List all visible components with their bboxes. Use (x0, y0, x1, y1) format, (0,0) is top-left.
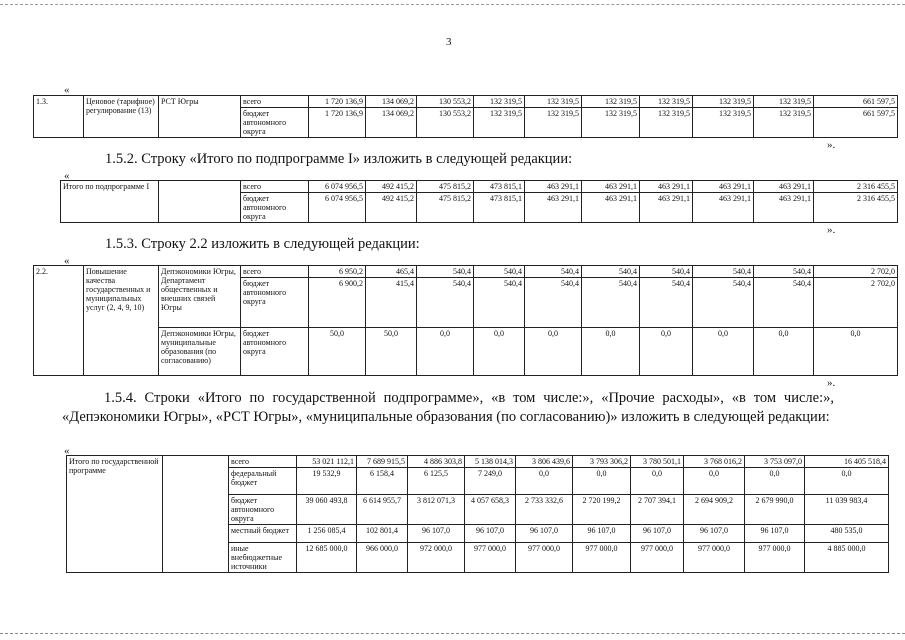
table-cell-value: 12 685 000,0 (297, 543, 357, 573)
table-cell-value: 132 319,5 (474, 108, 525, 138)
table-cell-value: 2 316 455,5 (814, 181, 898, 193)
open-quote: « (64, 84, 70, 96)
open-quote: « (64, 255, 70, 267)
table-cell-value: 540,4 (582, 278, 640, 328)
table-cell-value: 463 291,1 (754, 193, 814, 223)
table-cell-value: 6 125,5 (408, 468, 465, 495)
table-cell-value: 540,4 (640, 278, 693, 328)
table-cell-value: 540,4 (693, 278, 754, 328)
table-cell-value: 540,4 (582, 266, 640, 278)
table-cell-value: 39 060 493,8 (297, 495, 357, 525)
table-cell-value: 492 415,2 (366, 193, 417, 223)
table-cell-value: 0,0 (474, 328, 525, 376)
table-cell-value: 53 021 112,1 (297, 456, 357, 468)
table-cell-value: 3 806 439,6 (516, 456, 573, 468)
close-quote: ». (827, 224, 836, 236)
table-cell-value: 977 000,0 (516, 543, 573, 573)
table-cell-value: 540,4 (640, 266, 693, 278)
table-cell-value: 0,0 (582, 328, 640, 376)
table-cell-value: 132 319,5 (640, 108, 693, 138)
table-cell-value: 11 039 983,4 (805, 495, 889, 525)
table-cell-source: всего (241, 266, 309, 278)
table-cell-value: 96 107,0 (465, 525, 516, 543)
table-cell-value: 540,4 (693, 266, 754, 278)
table-cell-value: 134 069,2 (366, 108, 417, 138)
table-row (34, 328, 898, 376)
table-cell-executor (159, 181, 241, 223)
table-cell-value: 3 793 306,2 (573, 456, 631, 468)
table-cell-value: 415,4 (366, 278, 417, 328)
paragraph-1-5-4: 1.5.4. Строки «Итого по государственной подпрограмме», «в том числе:», «Прочие расходы», «в том числе:», «Депэкономики Югры», «РСТ Югры», «муниципальные образования (по согласованию)» изложить в следующей редакции: (62, 390, 834, 425)
table-cell-value: 977 000,0 (631, 543, 684, 573)
table-cell-value: 3 780 501,1 (631, 456, 684, 468)
table-cell-value: 132 319,5 (582, 108, 640, 138)
table-cell-value: 102 801,4 (357, 525, 408, 543)
table-cell-value: 540,4 (417, 278, 474, 328)
table-cell-value: 96 107,0 (408, 525, 465, 543)
table-cell-value: 6 950,2 (309, 266, 366, 278)
table-cell-value: 19 532,9 (297, 468, 357, 495)
heading-1-5-3: 1.5.3. Строку 2.2 изложить в следующей редакции: (105, 236, 420, 252)
table-cell-value: 16 405 518,4 (805, 456, 889, 468)
table-cell-value: 0,0 (640, 328, 693, 376)
table-cell-name: Ценовое (тарифное) регулирование (13) (84, 96, 159, 138)
table-cell-value: 2 316 455,5 (814, 193, 898, 223)
table-cell-executor: РСТ Югры (159, 96, 241, 138)
table-program-total (66, 455, 889, 573)
table-cell-value: 6 158,4 (357, 468, 408, 495)
table-cell-value: 0,0 (814, 328, 898, 376)
table-cell-value: 2 702,0 (814, 278, 898, 328)
table-cell-value: 4 885 000,0 (805, 543, 889, 573)
page-number: 3 (446, 36, 452, 48)
table-cell-value: 463 291,1 (640, 181, 693, 193)
table-cell-value: 0,0 (745, 468, 805, 495)
table-cell-value: 463 291,1 (582, 181, 640, 193)
table-cell-value: 463 291,1 (582, 193, 640, 223)
table-cell-value: 1 256 085,4 (297, 525, 357, 543)
table-cell-value: 463 291,1 (525, 193, 582, 223)
table-row-2-2 (33, 265, 898, 376)
table-cell-value: 480 535,0 (805, 525, 889, 543)
table-cell-executor: Депэкономики Югры, муниципальные образования (по согласованию) (159, 328, 241, 376)
table-cell-value: 540,4 (474, 278, 525, 328)
table-cell-value: 6 074 956,5 (309, 181, 366, 193)
table-cell-source: бюджет автономного округа (241, 108, 309, 138)
table-cell-value: 132 319,5 (525, 108, 582, 138)
table-cell-source: бюджет автономного округа (241, 193, 309, 223)
table-cell-source: иные внебюджетные источники (229, 543, 297, 573)
scan-bottom-edge (0, 633, 905, 634)
table-cell-value: 2 720 199,2 (573, 495, 631, 525)
table-cell-value: 6 074 956,5 (309, 193, 366, 223)
table-cell-value: 966 000,0 (357, 543, 408, 573)
table-cell-value: 661 597,5 (814, 108, 898, 138)
table-cell-value: 96 107,0 (631, 525, 684, 543)
table-cell-value: 977 000,0 (745, 543, 805, 573)
table-cell-value: 130 553,2 (417, 108, 474, 138)
table-cell-value: 0,0 (693, 328, 754, 376)
table-row (34, 266, 898, 278)
table-cell-executor: Депэкономики Югры, Департамент общественных и внешних связей Югры (159, 266, 241, 328)
table-cell-value: 7 249,0 (465, 468, 516, 495)
table-cell-value: 540,4 (417, 266, 474, 278)
table-cell-value: 132 319,5 (693, 108, 754, 138)
table-cell-value: 540,4 (525, 278, 582, 328)
table-cell-value: 4 057 658,3 (465, 495, 516, 525)
table-cell-name: Повышение качества государственных и муниципальных услуг (2, 4, 9, 10) (84, 266, 159, 376)
table-cell-source: бюджет автономного округа (241, 328, 309, 376)
table-cell-value: 540,4 (474, 266, 525, 278)
table-cell-value: 96 107,0 (684, 525, 745, 543)
table-cell-value: 475 815,2 (417, 181, 474, 193)
table-cell-value: 134 069,2 (366, 96, 417, 108)
table-cell-value: 972 000,0 (408, 543, 465, 573)
open-quote: « (64, 170, 70, 182)
table-cell-value: 977 000,0 (684, 543, 745, 573)
table-cell-value: 50,0 (366, 328, 417, 376)
close-quote: ». (827, 377, 836, 389)
table-cell-value: 5 138 014,3 (465, 456, 516, 468)
table-cell-value: 96 107,0 (745, 525, 805, 543)
table-cell-value: 96 107,0 (573, 525, 631, 543)
table-cell-value: 130 553,2 (417, 96, 474, 108)
table-cell-value: 132 319,5 (582, 96, 640, 108)
table-cell-value: 6 900,2 (309, 278, 366, 328)
table-cell-value: 2 702,0 (814, 266, 898, 278)
table-cell-value: 0,0 (805, 468, 889, 495)
table-cell-value: 6 614 955,7 (357, 495, 408, 525)
table-cell-value: 2 694 909,2 (684, 495, 745, 525)
table-cell-value: 463 291,1 (640, 193, 693, 223)
table-cell-value: 492 415,2 (366, 181, 417, 193)
table-cell-value: 132 319,5 (525, 96, 582, 108)
table-cell-value: 661 597,5 (814, 96, 898, 108)
table-cell-value: 473 815,1 (474, 181, 525, 193)
table-cell-value: 96 107,0 (516, 525, 573, 543)
table-cell-number: 2.2. (34, 266, 84, 376)
table-cell-value: 0,0 (684, 468, 745, 495)
table-cell-source: бюджет автономного округа (241, 278, 309, 328)
table-cell-name: Итого по государственной программе (67, 456, 163, 573)
table-cell-value: 2 707 394,1 (631, 495, 684, 525)
table-cell-value: 540,4 (754, 278, 814, 328)
table-cell-value: 132 319,5 (754, 96, 814, 108)
table-cell-value: 0,0 (754, 328, 814, 376)
table-cell-value: 465,4 (366, 266, 417, 278)
table-cell-source: всего (229, 456, 297, 468)
table-cell-value: 0,0 (573, 468, 631, 495)
table-cell-value: 1 720 136,9 (309, 96, 366, 108)
table-cell-value: 4 886 303,8 (408, 456, 465, 468)
table-cell-value: 463 291,1 (525, 181, 582, 193)
table-cell-value: 3 768 016,2 (684, 456, 745, 468)
table-cell-value: 2 679 990,0 (745, 495, 805, 525)
table-cell-value: 977 000,0 (465, 543, 516, 573)
table-cell-source: всего (241, 96, 309, 108)
table-cell-value: 1 720 136,9 (309, 108, 366, 138)
table-cell-value: 463 291,1 (693, 181, 754, 193)
table-cell-value: 3 753 097,0 (745, 456, 805, 468)
scan-top-edge (0, 4, 905, 5)
table-subprogram-total (60, 180, 898, 223)
table-cell-value: 50,0 (309, 328, 366, 376)
table-row (61, 181, 898, 193)
table-cell-source: всего (241, 181, 309, 193)
heading-1-5-2: 1.5.2. Строку «Итого по подпрограмме I» изложить в следующей редакции: (105, 151, 573, 167)
table-cell-value: 540,4 (525, 266, 582, 278)
close-quote: ». (827, 139, 836, 151)
table-cell-value: 132 319,5 (693, 96, 754, 108)
table-cell-value: 0,0 (417, 328, 474, 376)
table-cell-value: 0,0 (525, 328, 582, 376)
table-row-1-3 (33, 95, 898, 138)
open-quote: « (64, 445, 70, 457)
table-row (67, 456, 889, 468)
table-cell-value: 475 815,2 (417, 193, 474, 223)
table-cell-value: 132 319,5 (474, 96, 525, 108)
table-cell-value: 0,0 (516, 468, 573, 495)
table-cell-executor (163, 456, 229, 573)
table-cell-value: 7 689 915,5 (357, 456, 408, 468)
table-cell-value: 132 319,5 (640, 96, 693, 108)
table-cell-value: 463 291,1 (693, 193, 754, 223)
table-cell-name: Итого по подпрограмме I (61, 181, 159, 223)
table-cell-value: 0,0 (631, 468, 684, 495)
table-row (34, 96, 898, 108)
table-cell-value: 2 733 332,6 (516, 495, 573, 525)
table-cell-source: федеральный бюджет (229, 468, 297, 495)
table-cell-value: 473 815,1 (474, 193, 525, 223)
table-cell-value: 132 319,5 (754, 108, 814, 138)
table-cell-source: бюджет автономного округа (229, 495, 297, 525)
table-cell-value: 540,4 (754, 266, 814, 278)
table-cell-source: местный бюджет (229, 525, 297, 543)
table-cell-value: 463 291,1 (754, 181, 814, 193)
table-cell-number: 1.3. (34, 96, 84, 138)
table-cell-value: 977 000,0 (573, 543, 631, 573)
table-cell-value: 3 812 071,3 (408, 495, 465, 525)
